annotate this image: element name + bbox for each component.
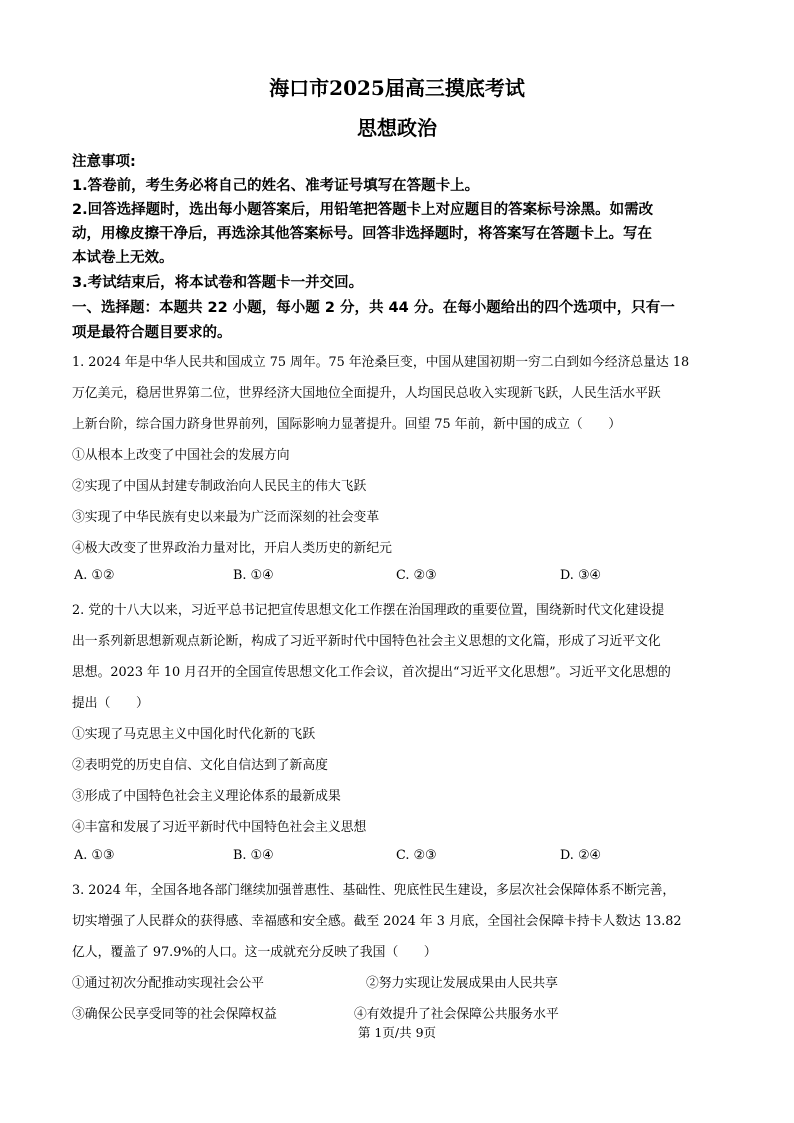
q3-item: ③确保公民享受同等的社会保障权益 [72,1007,277,1022]
q2-option-b: B. ①④ [233,848,274,863]
q1-option-a: A. ①② [74,568,115,583]
q3-stem-line: 3. 2024 年，全国各地各部门继续加强普惠性、基础性、兜底性民生建设，多层次社会保障体系不断完善， [72,883,676,898]
q2-option-a: A. ①③ [74,848,115,863]
q2-stem-line: 思想。2023 年 10 月召开的全国宣传思想文化工作会议，首次提出“习近平文化思想”。习近平文化思想的 [72,665,671,680]
notice-line: 2.回答选择题时，选出每小题答案后，用铅笔把答题卡上对应题目的答案标号涂黑。如需改 [72,202,654,218]
q1-option-d: D. ③④ [560,568,601,583]
section-heading: 一、选择题：本题共 22 小题，每小题 2 分，共 44 分。在每小题给出的四个选项中，只有一 [72,300,675,316]
q2-stem-line: 出一系列新思想新观点新论断，构成了习近平新时代中国特色社会主义思想的文化篇，形成了习近平文化 [72,634,661,649]
notice-heading: 注意事项: [72,154,136,170]
q3-item: ①通过初次分配推动实现社会公平 [72,976,264,991]
subject-title: 思想政治 [357,116,437,140]
q2-item: ①实现了马克思主义中国化时代化新的飞跃 [72,727,316,742]
q1-stem-line: 上新台阶，综合国力跻身世界前列，国际影响力显著提升。回望 75 年前，新中国的成立（ ） [72,417,622,432]
q3-stem-line: 亿人，覆盖了 97.9%的人口。这一成就充分反映了我国（ ） [72,945,437,960]
q3-stem-line: 切实增强了人民群众的获得感、幸福感和安全感。截至 2024 年 3 月底，全国社会保障卡持卡人数达 13.82 [72,914,682,929]
q2-item: ②表明党的历史自信、文化自信达到了新高度 [72,758,328,773]
q2-item: ③形成了中国特色社会主义理论体系的最新成果 [72,789,341,804]
q1-stem-line: 1. 2024 年是中华人民共和国成立 75 周年。75 年沧桑巨变，中国从建国初期一穷二白到如今经济总量达 18 [72,355,690,370]
exam-title: 海口市2025届高三摸底考试 [269,76,525,100]
q1-option-c: C. ②③ [396,568,437,583]
q1-stem-line: 万亿美元，稳居世界第二位，世界经济大国地位全面提升，人均国民总收入实现新飞跃，人民生活水平跃 [72,386,661,401]
q2-stem-line: 2. 党的十八大以来，习近平总书记把宣传思想文化工作摆在治国理政的重要位置，围绕新时代文化建设提 [72,603,665,618]
notice-line: 3.考试结束后，将本试卷和答题卡一并交回。 [72,275,364,291]
q1-item: ①从根本上改变了中国社会的发展方向 [72,448,290,463]
q3-item: ②努力实现让发展成果由人民共享 [366,976,558,991]
page-number: 第 1页/共 9页 [357,1025,437,1040]
q1-item: ②实现了中国从封建专制政治向人民民主的伟大飞跃 [72,479,367,494]
q1-option-b: B. ①④ [233,568,274,583]
q2-item: ④丰富和发展了习近平新时代中国特色社会主义思想 [72,820,367,835]
notice-line: 1.答卷前，考生务必将自己的姓名、准考证号填写在答题卡上。 [72,178,480,194]
q1-item: ④极大改变了世界政治力量对比，开启人类历史的新纪元 [72,541,392,556]
q2-option-d: D. ②④ [560,848,601,863]
section-heading: 项是最符合题目要求的。 [72,325,232,341]
notice-line: 动，用橡皮擦干净后，再选涂其他答案标号。回答非选择题时，将答案写在答题卡上。写在 [72,226,652,242]
q1-item: ③实现了中华民族有史以来最为广泛而深刻的社会变革 [72,510,380,525]
q3-item: ④有效提升了社会保障公共服务水平 [354,1007,559,1022]
q2-stem-line: 提出（ ） [72,696,149,711]
q2-option-c: C. ②③ [396,848,437,863]
notice-line: 本试卷上无效。 [72,250,174,266]
